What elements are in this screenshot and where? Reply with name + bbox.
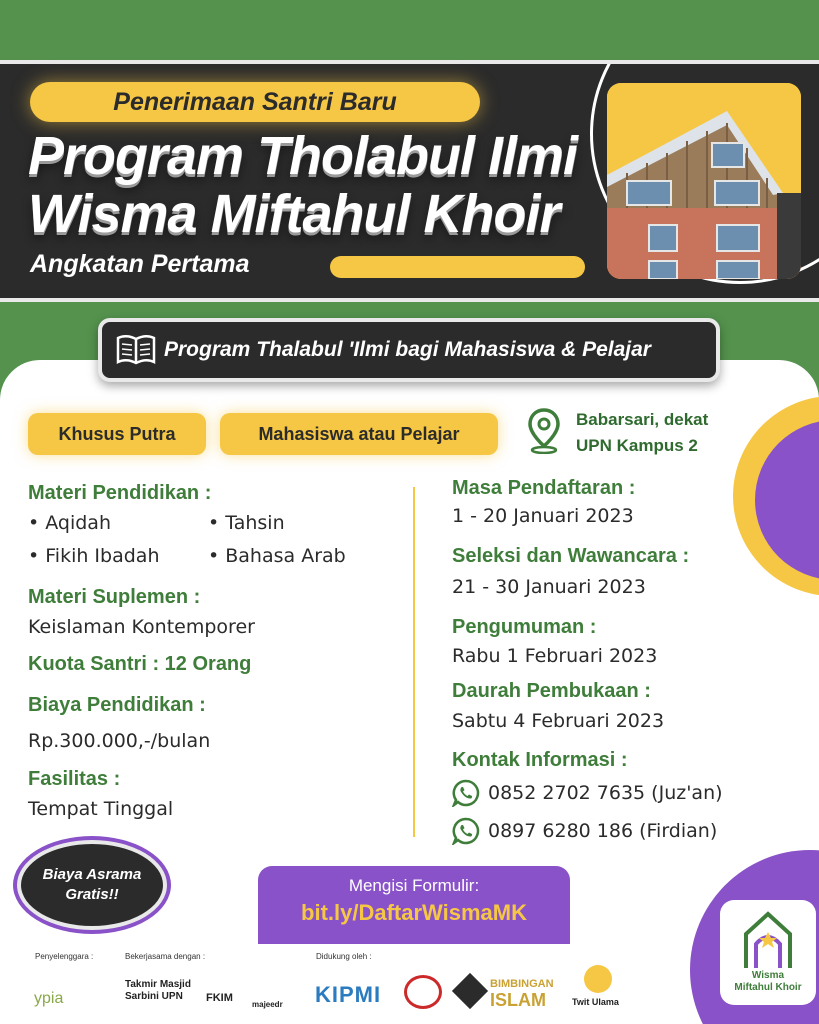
whatsapp-icon: [452, 817, 480, 845]
subtitle-underline-bar: [330, 256, 585, 278]
logo-bimbingan-islam: [490, 976, 554, 1008]
contact-2: 0897 6280 186 (Firdian): [488, 820, 718, 842]
location-line-2: UPN Kampus 2: [576, 436, 698, 455]
form-link[interactable]: bit.ly/DaftarWismaMK: [301, 900, 527, 925]
materi-item: • Aqidah: [28, 512, 111, 534]
building-illustration: [607, 83, 801, 279]
program-banner-text: Program Thalabul 'Ilmi bagi Mahasiswa & Pelajar: [164, 338, 651, 361]
logo-ypia: ypia: [34, 990, 64, 1007]
biaya-value: Rp.300.000,-/bulan: [28, 730, 211, 752]
logo-majeedr: majeedr: [252, 1000, 283, 1009]
logo-fkim: FKIM: [206, 992, 233, 1004]
logo-tauhid: [404, 975, 442, 1009]
logo-twit-ulama: Twit Ulama: [572, 997, 619, 1007]
kuota-heading: Kuota Santri : 12 Orang: [28, 653, 252, 675]
mosque-logo-icon: [738, 910, 798, 970]
biaya-asrama-line-2: Gratis!!: [65, 886, 119, 903]
tag-mahasiswa: Mahasiswa atau Pelajar: [220, 413, 498, 455]
masa-heading: Masa Pendaftaran :: [452, 477, 636, 499]
book-icon: [116, 334, 156, 366]
logo-takmir-line-1: Takmir Masjid: [125, 979, 191, 990]
suplemen-value: Keislaman Kontemporer: [28, 616, 255, 638]
kontak-heading: Kontak Informasi :: [452, 749, 628, 771]
form-label: Mengisi Formulir:: [348, 876, 480, 895]
pengumuman-heading: Pengumuman :: [452, 616, 597, 638]
brand-line-2: Miftahul Khoir: [734, 982, 802, 993]
biaya-asrama-line-1: Biaya Asrama: [42, 866, 142, 883]
building-photo: [607, 83, 801, 279]
contact-1: 0852 2702 7635 (Juz'an): [488, 782, 723, 804]
fasilitas-heading: Fasilitas :: [28, 768, 121, 790]
program-banner: [98, 318, 720, 382]
map-pin-icon: [527, 408, 561, 454]
column-divider: [413, 487, 415, 837]
title-line-1: Program Tholabul Ilmi: [28, 126, 578, 186]
header-pill-text: Penerimaan Santri Baru: [113, 88, 397, 116]
materi-heading: Materi Pendidikan :: [28, 482, 212, 504]
location-line-1: Babarsari, dekat: [576, 410, 709, 429]
location-text: [576, 407, 708, 459]
daurah-heading: Daurah Pembukaan :: [452, 680, 651, 702]
logo-bimbingan-line-2: ISLAM: [490, 990, 546, 1010]
brand-line-1: Wisma: [751, 970, 785, 981]
logo-bimbingan-line-1: BIMBINGAN: [490, 978, 554, 990]
materi-item: • Tahsin: [208, 512, 285, 534]
materi-item: • Fikih Ibadah: [28, 545, 160, 567]
footer-label-didukung: Didukung oleh :: [316, 952, 372, 961]
brand-logo-card: [720, 900, 816, 1005]
logo-takmir-line-2: Sarbini UPN: [125, 991, 183, 1002]
suplemen-heading: Materi Suplemen :: [28, 586, 201, 608]
title-line-2: Wisma Miftahul Khoir: [28, 184, 560, 244]
form-box: [258, 866, 570, 944]
biaya-heading: Biaya Pendidikan :: [28, 694, 206, 716]
seleksi-value: 21 - 30 Januari 2023: [452, 576, 646, 598]
footer-label-penyelenggara: Penyelenggara :: [35, 952, 94, 961]
subtitle: Angkatan Pertama: [30, 250, 250, 278]
fasilitas-value: Tempat Tinggal: [28, 798, 174, 820]
header-pill: [30, 82, 480, 122]
seleksi-heading: Seleksi dan Wawancara :: [452, 545, 690, 567]
logo-takmir: [125, 979, 191, 1003]
pengumuman-value: Rabu 1 Februari 2023: [452, 645, 658, 667]
materi-item: • Bahasa Arab: [208, 545, 346, 567]
masa-value: 1 - 20 Januari 2023: [452, 505, 634, 527]
brand-name: [720, 970, 816, 994]
daurah-value: Sabtu 4 Februari 2023: [452, 710, 665, 732]
whatsapp-icon: [452, 779, 480, 807]
tag-khusus-putra: Khusus Putra: [28, 413, 206, 455]
logo-kipmi: KIPMI: [315, 982, 382, 1007]
footer-label-bekerjasama: Bekerjasama dengan :: [125, 952, 206, 961]
logo-twit-ulama-emblem: [584, 965, 612, 993]
biaya-asrama-badge: [17, 840, 167, 930]
